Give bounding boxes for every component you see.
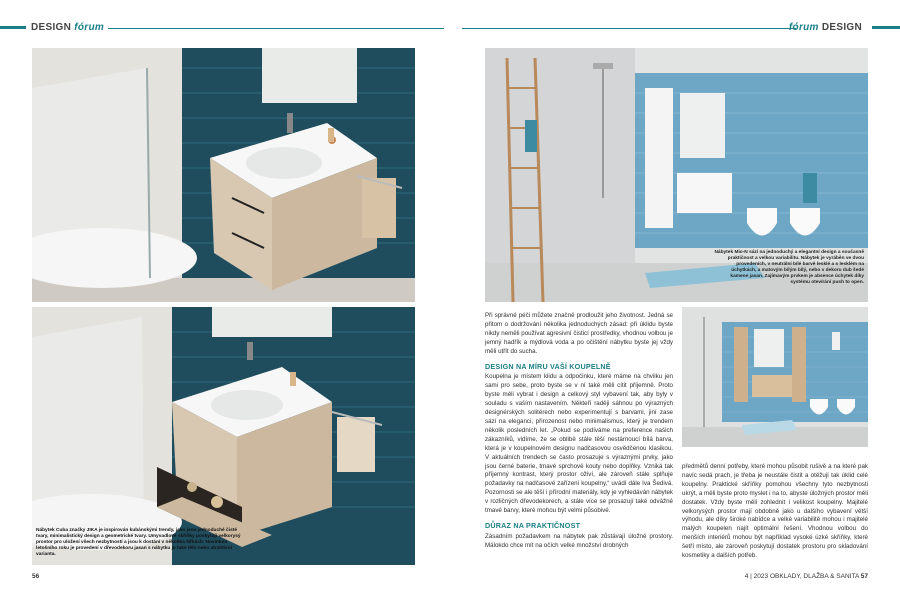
header-rule-left [108, 28, 444, 29]
header-rule-right [462, 28, 796, 29]
header-left-brand: DESIGN [31, 22, 72, 33]
header-left-title [31, 22, 104, 33]
folio-issue: 4 | 2023 [744, 573, 769, 580]
photo-bathroom-small [682, 307, 868, 447]
heading-practicality: DŮRAZ NA PRAKTIČNOST [485, 520, 581, 530]
photo-vanity-top [32, 48, 415, 302]
article-column-right [682, 463, 868, 561]
article-para-design: Koupelna je místem klidu a odpočinku, které máme na chvilku jen sami pro sebe, proto byste se v ní také měli cítit příjemně. Proto byste měli vybrat i design a celkový styl vybavení tak, aby byly v souladu s vaším nastavením. Někteří raději sáhnou po výrazných designérských solitérech nebo experimentují s barvami, jiní zase sází na eleganci, přirozenost nebo minimalismus, který je trendem několik posledních let. „Pokud se podíváme na preference našich zákazníků, vidíme, že se oblibě stále těší nestárnoucí bílá barva, která je v koupelnovém designu nadčasovou osvědčenou klasikou. V aktuálních trendech se často prosazuje s výraznými prvky, jako jsou černé baterie, tmavé sprchové kouty nebo doplňky. Vzniká tak příjemný kontrast, který prostor oživí, ale zároveň stále splňuje požadavky na nadčasové zařízení koupelny,“ uvádí dále Iva Šedivá. Pozornosti se ale těší i přírodní materiály, kdy je vyhledáván nábytek v rozličných dřevodekorech, a stále více se prosazují také odvážné tmavé barvy, které mohou být velmi působivé. [485, 373, 673, 515]
bathroom-illustration-4 [682, 307, 868, 447]
article-para-continued: předmětů denní potřeby, které mohou působit rušivě a na které pak navíc sedá prach, je třeba je neustále čistit a otěžují tak úklid celé koupelny. Praktické skříňky pomohou všechny tyto nezbytnosti ukrýt, a měli byste proto myslet i na to, abyste úložných prostor měli dostatek. Vždy byste měli zohlednit i velikost koupelny. Majitelé velkorysých prostor mají obdobně jako u dalšího vybavení větší výhodu, ale díky široké nabídce a velké variabilitě mohou i majitelé malých koupelen najít optimální řešení. Vhodnou volbou do menších interiérů mohou být například vysoké úzké skříňky, které šetří místo, ale zároveň poskytují dostatek prostoru pro skladování kosmetiky a dalších potřeb. [682, 463, 868, 560]
photo-vanity-open-drawer [32, 307, 415, 565]
folio-magazine: OBKLADY, DLAŽBA & SANITA [769, 573, 859, 580]
folio-right [745, 573, 868, 580]
caption-top-right: Nábytek Mio-N sází na jednoduchý a elegantní design a současně praktičnost a velkou variabilitu. Nábytek je vyráběn ve dvou provedeních, v neutrální bílé barvě lesklé a s lesklém na úchytkách, a matovým bílým bílý, nebo v dekoru dub šedé kamene jasan. Zajímavým prvkem je absence úchytek díky systému otevírání push to open. [714, 250, 864, 286]
header-bar-left [0, 26, 26, 29]
bathroom-illustration-2 [32, 307, 415, 565]
header-right-brand: DESIGN [821, 22, 862, 33]
photo-bathroom-ladder [485, 48, 868, 302]
article-para-practicality: Zásadním požadavkem na nábytek pak zůstávají úložné prostory. Málokdo chce mít na očích velké množství drobných [485, 532, 673, 549]
bathroom-illustration-1 [32, 48, 415, 302]
header-right-section: fórum [788, 22, 819, 33]
caption-bottom-left: Nábytek Cuba značky JIKA je inspirován kubánskými trendy, jako jsou jednoduché čisté tvary, minimalistický design a geometrické tvary. Umyvadlové skříňky poskytují velkorysý prostor pro uložení všech nezbytností a jsou k dostání v několika šířkách. Novinkou letošního roku je provedení v dřevodekoru jasan s nábytku je také tělo nebo atraktivní varianta. [36, 528, 241, 557]
folio-left-page: 56 [32, 573, 40, 580]
heading-design: DESIGN NA MÍRU VAŠÍ KOUPELNĚ [485, 361, 611, 371]
article-intro: Při správné péči můžete značně prodloužit jeho životnost. Jedná se přitom o dodržování několika jednoduchých zásad: při úklidu byste nikdy neměli používat agresivní čisticí prostředky, vhodnou volbou je jemný hadřík a mýdlová voda a po očištění nábytku byste jej vždy měli utřít do sucha. [485, 312, 673, 355]
header-left-section: fórum [74, 22, 105, 33]
folio-right-page: 57 [860, 573, 868, 580]
header-bar-right [872, 26, 900, 29]
header-right-title [789, 22, 862, 33]
article-column-left [485, 312, 673, 551]
